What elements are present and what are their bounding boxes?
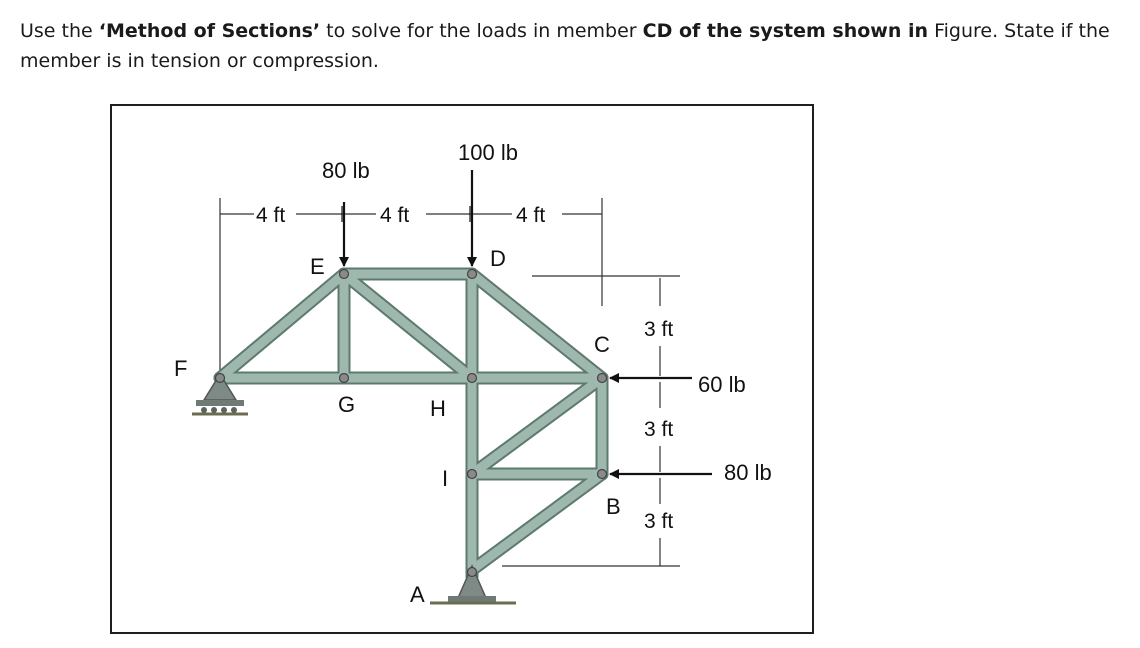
joint-label-B: B xyxy=(606,494,621,519)
problem-statement xyxy=(20,16,1120,76)
joint-label-G: G xyxy=(338,392,356,417)
question-text-3: Figure. State if the member is in tension or compression. xyxy=(20,20,1110,72)
joint-label-E: E xyxy=(310,254,325,279)
dim-label-v3: 3 ft xyxy=(644,510,674,533)
joint-label-C: C xyxy=(594,332,610,357)
dim-label-h3: 4 ft xyxy=(516,204,546,227)
method-name: ‘Method of Sections’ xyxy=(98,20,321,42)
load-label-C: 60 lb xyxy=(698,372,746,397)
load-label-E: 80 lb xyxy=(322,158,370,183)
member-name: CD of the system shown in xyxy=(642,20,929,42)
dim-label-h2: 4 ft xyxy=(380,204,410,227)
joint-label-F: F xyxy=(174,356,188,381)
dim-label-v1: 3 ft xyxy=(644,318,674,341)
truss-members-fill xyxy=(220,274,602,576)
joint-label-D: D xyxy=(490,246,506,271)
joint-label-A: A xyxy=(410,582,425,607)
question-text-2: to solve for the loads in member xyxy=(320,20,643,42)
truss-diagram xyxy=(112,106,816,636)
load-label-B: 80 lb xyxy=(724,460,772,485)
dim-label-v2: 3 ft xyxy=(644,418,674,441)
joint-label-I: I xyxy=(442,466,449,491)
joint-label-H: H xyxy=(430,396,446,421)
truss-figure xyxy=(110,104,814,634)
load-label-D: 100 lb xyxy=(458,140,518,165)
question-text-1: Use the xyxy=(20,20,99,42)
dim-label-h1: 4 ft xyxy=(256,204,286,227)
